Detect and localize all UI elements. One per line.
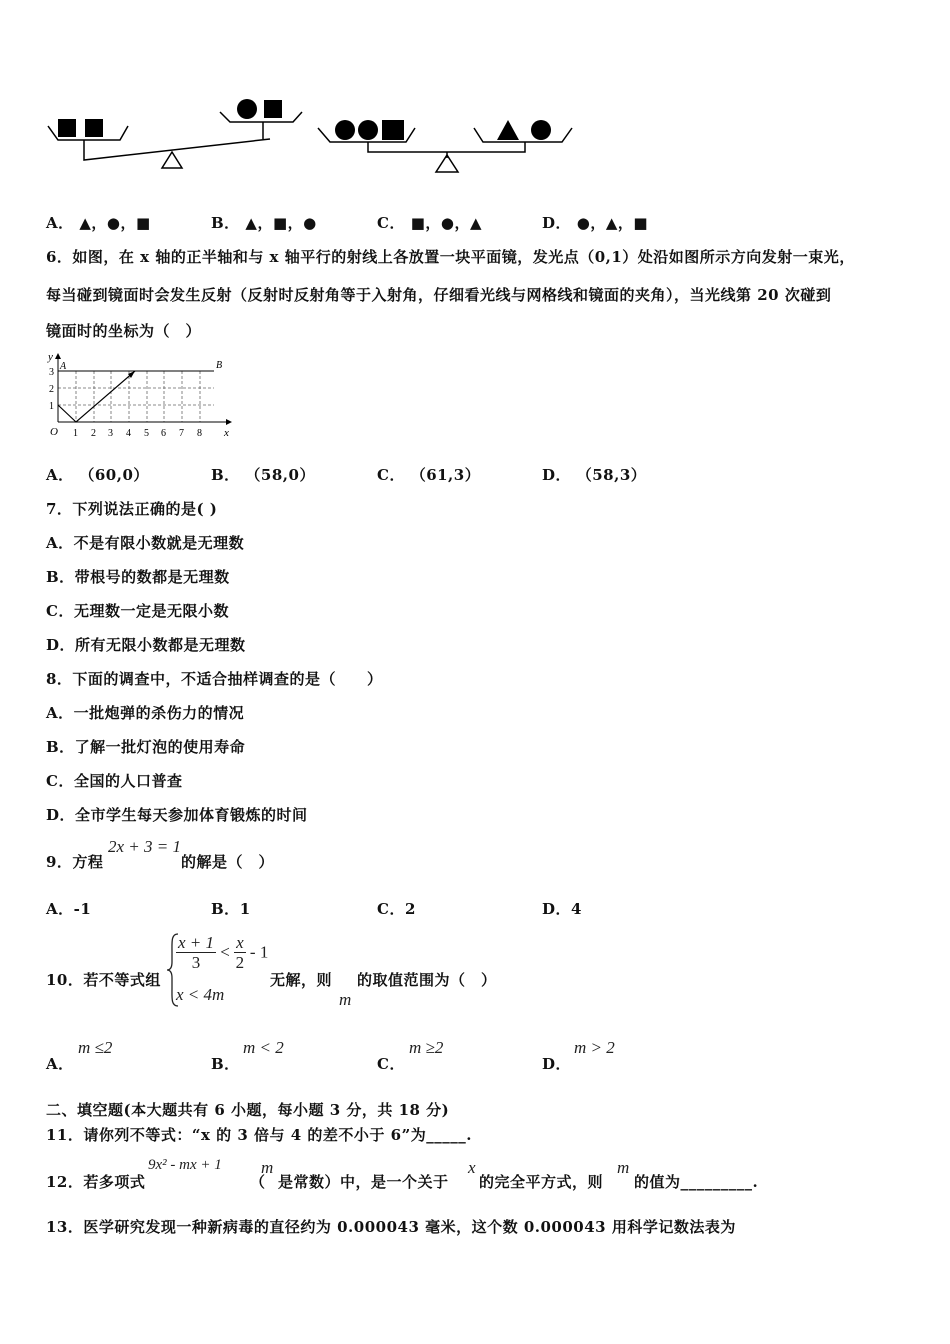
square-shape (264, 100, 282, 118)
q6-option-b: B． （58,0） (211, 466, 315, 484)
q8-option-c: C．全国的人口普查 (46, 772, 183, 790)
q6-line-3: 镜面时的坐标为（ ） (46, 322, 202, 340)
graph-tick-x8: 8 (197, 428, 202, 439)
graph-tick-y3: 3 (49, 367, 54, 378)
graph-tick-x5: 5 (144, 428, 149, 439)
q5-option-d: D． ●，▲，■ (542, 214, 649, 232)
q7-option-b: B．带根号的数都是无理数 (46, 568, 230, 586)
q7-option-a: A．不是有限小数就是无理数 (46, 534, 245, 552)
square-shape (58, 119, 76, 137)
circle-shape (531, 120, 551, 140)
q6-option-a: A． （60,0） (46, 466, 149, 484)
q12-polynomial: 9x² - mx + 1 (148, 1157, 222, 1173)
square-shape (382, 120, 404, 140)
q10-option-c-letter: C． (377, 1055, 405, 1073)
q9-option-a: A．-1 (46, 900, 92, 918)
q12-mid1: 是常数）中，是一个关于 (278, 1173, 449, 1191)
q8-option-a: A．一批炮弹的杀伤力的情况 (46, 704, 245, 722)
graph-tick-x4: 4 (126, 428, 131, 439)
square-shape (85, 119, 103, 137)
q9-option-c: C．2 (377, 900, 416, 918)
balance-scale-2 (318, 120, 572, 172)
q10-option-d-expr: m > 2 (574, 1038, 615, 1057)
q11-text: 11．请你列不等式：“x 的 3 倍与 4 的差不小于 6”为_____. (46, 1126, 472, 1144)
q10-option-c-expr: m ≥2 (409, 1038, 444, 1057)
q12-mid2: 的完全平方式，则 (479, 1173, 604, 1191)
q10-option-a-expr: m ≤2 (78, 1038, 113, 1057)
circle-shape (358, 120, 378, 140)
circle-shape (335, 120, 355, 140)
graph-label-a: A (60, 361, 67, 372)
q9-option-d: D．4 (542, 900, 582, 918)
q6-line-1: 6．如图，在 x 轴的正半轴和与 x 轴平行的射线上各放置一块平面镜，发光点（0,1）处沿如图所示方向发射一束光， (46, 248, 855, 266)
q7-stem: 7．下列说法正确的是( ) (46, 500, 218, 518)
q6-option-d: D． （58,3） (542, 466, 647, 484)
q10-inequality-2: x < 4m (176, 985, 225, 1004)
q13-text: 13．医学研究发现一种新病毒的直径约为 0.000043 毫米，这个数 0.000043 用科学记数法表为 (46, 1218, 736, 1236)
graph-tick-x6: 6 (161, 428, 166, 439)
graph-tick-y2: 2 (49, 384, 54, 395)
circle-shape (237, 99, 257, 119)
q12-prefix: 12．若多项式 (46, 1173, 146, 1191)
q10-option-d-letter: D． (542, 1055, 572, 1073)
q10-suffix: 的取值范围为（ ） (357, 971, 497, 989)
q9-equation: 2x + 3 = 1 (108, 837, 181, 856)
q5-option-b: B． ▲，■，● (211, 214, 317, 232)
q12-var-x: x (468, 1158, 476, 1177)
q12-paren: （ (250, 1173, 266, 1191)
q8-option-b: B．了解一批灯泡的使用寿命 (46, 738, 246, 756)
q9-prefix: 9．方程 (46, 853, 104, 871)
q12-var-m: m (261, 1158, 274, 1177)
q6-line-2: 每当碰到镜面时会发生反射（反射时反射角等于入射角，仔细看光线与网格线和镜面的夹角），当光线第 20 次碰到 (46, 286, 832, 304)
graph-label-y: y (48, 351, 53, 363)
q8-stem: 8．下面的调查中，不适合抽样调查的是（ ） (46, 670, 383, 688)
graph-tick-x1: 1 (73, 428, 78, 439)
q9-suffix: 的解是（ ） (181, 853, 275, 871)
q10-inequality-1: $\frac{x + 1}{3}$ < $\frac{x}{2}$ - 1 (178, 933, 269, 972)
q10-var-m: m (339, 990, 352, 1009)
q12-suffix: 的值为_________. (634, 1173, 759, 1191)
q10-prefix: 10．若不等式组 (46, 971, 161, 989)
graph-label-b: B (216, 360, 223, 371)
q8-option-d: D．全市学生每天参加体育锻炼的时间 (46, 806, 308, 824)
q7-option-d: D．所有无限小数都是无理数 (46, 636, 246, 654)
q7-option-c: C．无理数一定是无限小数 (46, 602, 229, 620)
q6-grid-graph (44, 348, 244, 442)
q12-var-m2: m (617, 1158, 630, 1177)
triangle-shape (497, 120, 519, 140)
q9-option-b: B．1 (211, 900, 251, 918)
graph-tick-x3: 3 (108, 428, 113, 439)
graph-tick-y1: 1 (49, 401, 54, 412)
q10-option-b-letter: B． (211, 1055, 240, 1073)
balance-scale-1 (48, 99, 302, 168)
graph-tick-x7: 7 (179, 428, 184, 439)
balance-scales-figure (40, 92, 600, 177)
graph-label-x: x (224, 427, 229, 439)
section-2-heading: 二、填空题(本大题共有 6 小题，每小题 3 分，共 18 分) (46, 1101, 450, 1119)
q5-option-a: A． ▲，●，■ (46, 214, 151, 232)
q10-option-a-letter: A． (46, 1055, 74, 1073)
q10-middle: 无解，则 (270, 971, 333, 989)
graph-label-origin: O (50, 426, 58, 438)
q5-option-c: C． ■，●，▲ (377, 214, 482, 232)
q10-option-b-expr: m < 2 (243, 1038, 284, 1057)
graph-tick-x2: 2 (91, 428, 96, 439)
q6-option-c: C． （61,3） (377, 466, 481, 484)
